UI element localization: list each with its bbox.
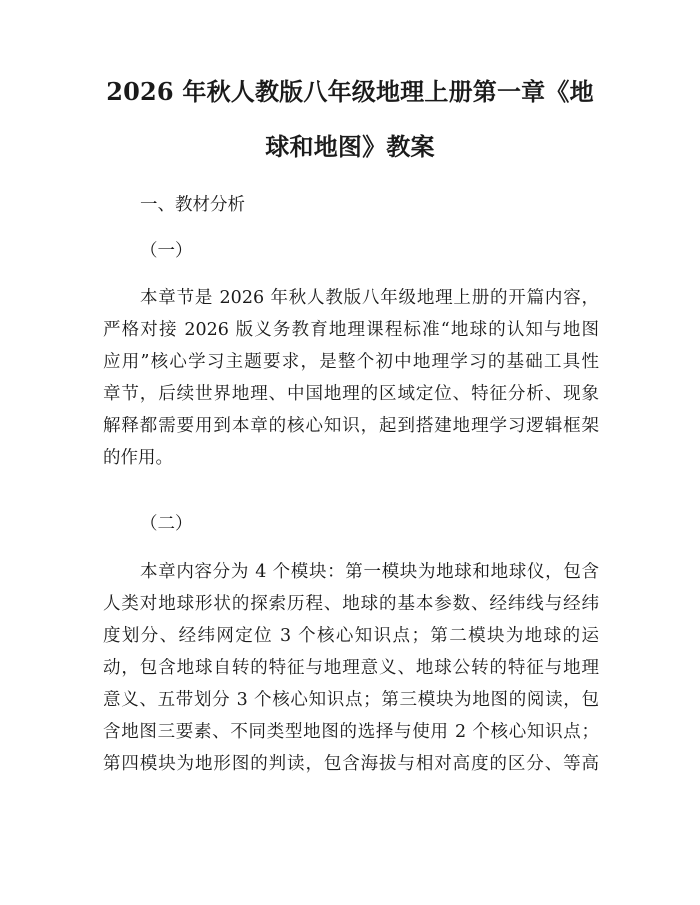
paragraph-line: 本章节是 2026 年秋人教版八年级地理上册的开篇内容， bbox=[140, 288, 599, 308]
section-heading: 一、教材分析 bbox=[140, 195, 245, 215]
paragraph-line: 严格对接 2026 版义务教育地理课程标准“地球的认知与地图 bbox=[103, 320, 599, 340]
paragraph-line: 含地图三要素、不同类型地图的选择与使用 2 个核心知识点； bbox=[103, 722, 599, 742]
paragraph-line: 第四模块为地形图的判读，包含海拔与相对高度的区分、等高 bbox=[103, 754, 599, 774]
paragraph-line: 意义、五带划分 3 个核心知识点；第三模块为地图的阅读，包 bbox=[103, 690, 599, 710]
paragraph-line: 本章内容分为 4 个模块：第一模块为地球和地球仪，包含 bbox=[140, 562, 599, 582]
paragraph-line: 解释都需要用到本章的核心知识，起到搭建地理学习逻辑框架 bbox=[103, 416, 599, 436]
title-line-1: 2026 年秋人教版八年级地理上册第一章《地 bbox=[106, 77, 594, 106]
title-line-2: 球和地图》教案 bbox=[265, 132, 435, 161]
subsection-heading-1: （一） bbox=[140, 241, 193, 261]
paragraph-2 bbox=[103, 556, 599, 780]
subsection-heading-2: （二） bbox=[140, 514, 193, 534]
paragraph-line: 度划分、经纬网定位 3 个核心知识点；第二模块为地球的运 bbox=[103, 626, 599, 646]
paragraph-line: 人类对地球形状的探索历程、地球的基本参数、经纬线与经纬 bbox=[103, 594, 599, 614]
document-title bbox=[0, 78, 700, 161]
paragraph-line: 动，包含地球自转的特征与地理意义、地球公转的特征与地理 bbox=[103, 658, 599, 678]
paragraph-line: 章节，后续世界地理、中国地理的区域定位、特征分析、现象 bbox=[103, 384, 599, 404]
paragraph-line: 应用”核心学习主题要求，是整个初中地理学习的基础工具性 bbox=[103, 352, 599, 372]
paragraph-1 bbox=[103, 282, 599, 474]
paragraph-line: 的作用。 bbox=[103, 448, 173, 468]
